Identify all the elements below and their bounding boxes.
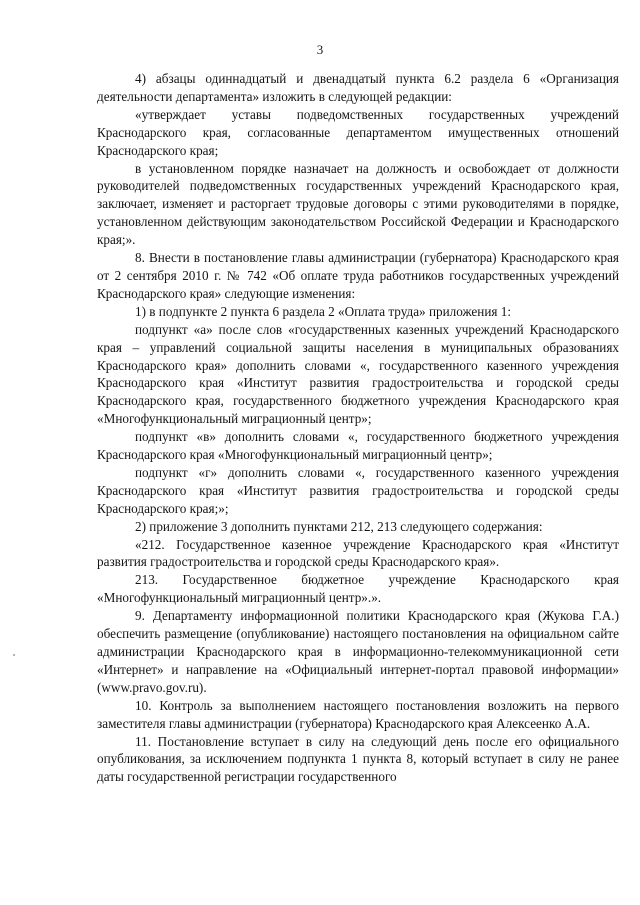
paragraph-item-212: «212. Государственное казенное учреждение Краснодарского края «Институт развития градостроительства и городской среды Краснодарского края». [97, 536, 619, 570]
paragraph-8-2-appendix: 2) приложение 3 дополнить пунктами 212, 213 следующего содержания: [135, 518, 543, 534]
paragraph-item-213: 213. Государственное бюджетное учреждение Краснодарского края «Многофункциональный миграционный центр».». [97, 572, 619, 606]
paragraph-subpoint-v: подпункт «в» дополнить словами «, государственного бюджетного учреждения Краснодарского края «Многофункциональный миграционный центр»; [97, 429, 619, 463]
paragraph-subpoint-g: подпункт «г» дополнить словами «, государственного казенного учреждения Краснодарского края «Институт развития градостроительства и городской среды Краснодарского края;»; [97, 464, 619, 516]
paragraph-8-resolution-changes: 8. Внести в постановление главы администрации (губернатора) Краснодарского края от 2 сентября 2010 г. № 742 «Об оплате труда работников государственных учреждений Краснодарского края» следующие изменения: [97, 250, 619, 301]
paragraph-10-control: 10. Контроль за выполнением настоящего постановления возложить на первого заместителя главы администрации (губернатора) Краснодарского края Алексеенко А.А. [97, 697, 619, 731]
paragraph-charter-approval: «утверждает уставы подведомственных государственных учреждений Краснодарского края, согласованные департаментом имущественных отношений Краснодарского края; [97, 106, 619, 158]
paragraph-9-publication: 9. Департаменту информационной политики Краснодарского края (Жукова Г.А.) обеспечить размещение (опубликование) настоящего постановления на официальном сайте администрации Краснодарского края в информационно-телекоммуникационной сети «Интернет» и направление на «Официальный интернет-портал правовой информации» (www.pravo.gov.ru). [97, 608, 619, 695]
paragraph-4-amendment-intro: 4) абзацы одиннадцатый и двенадцатый пункта 6.2 раздела 6 «Организация деятельности департамента» изложить в следующей редакции: [97, 71, 619, 104]
paragraph-8-1-subpoint: 1) в подпункте 2 пункта 6 раздела 2 «Оплата труда» приложения 1: [135, 303, 512, 319]
margin-speck [13, 654, 15, 656]
paragraph-11-entry-into-force: 11. Постановление вступает в силу на следующий день после его официального опубликования, за исключением подпункта 1 пункта 8, который вступает в силу не ранее даты государственной регистрации государственного [97, 733, 619, 785]
paragraph-subpoint-a: подпункт «а» после слов «государственных казенных учреждений Краснодарского края – управлений социальной защиты населения в муниципальных образованиях Краснодарского края» дополнить словами «, государственного казенного учреждения Краснодарского края «Институт развития градостроительства и городской среды Краснодарского края, государственного бюджетного учреждения Краснодарского края «Многофункциональный миграционный центр»; [97, 321, 619, 427]
document-body [97, 70, 619, 786]
page-number: 3 [316, 42, 324, 57]
paragraph-appointment-procedure: в установленном порядке назначает на должность и освобождает от должности руководителей подведомственных государственных учреждений Краснодарского края, заключает, изменяет и расторгает трудовые договоры с этими руководителями в порядке, установленном действующим законодательством Российской Федерации и Краснодарского края;». [97, 160, 619, 248]
